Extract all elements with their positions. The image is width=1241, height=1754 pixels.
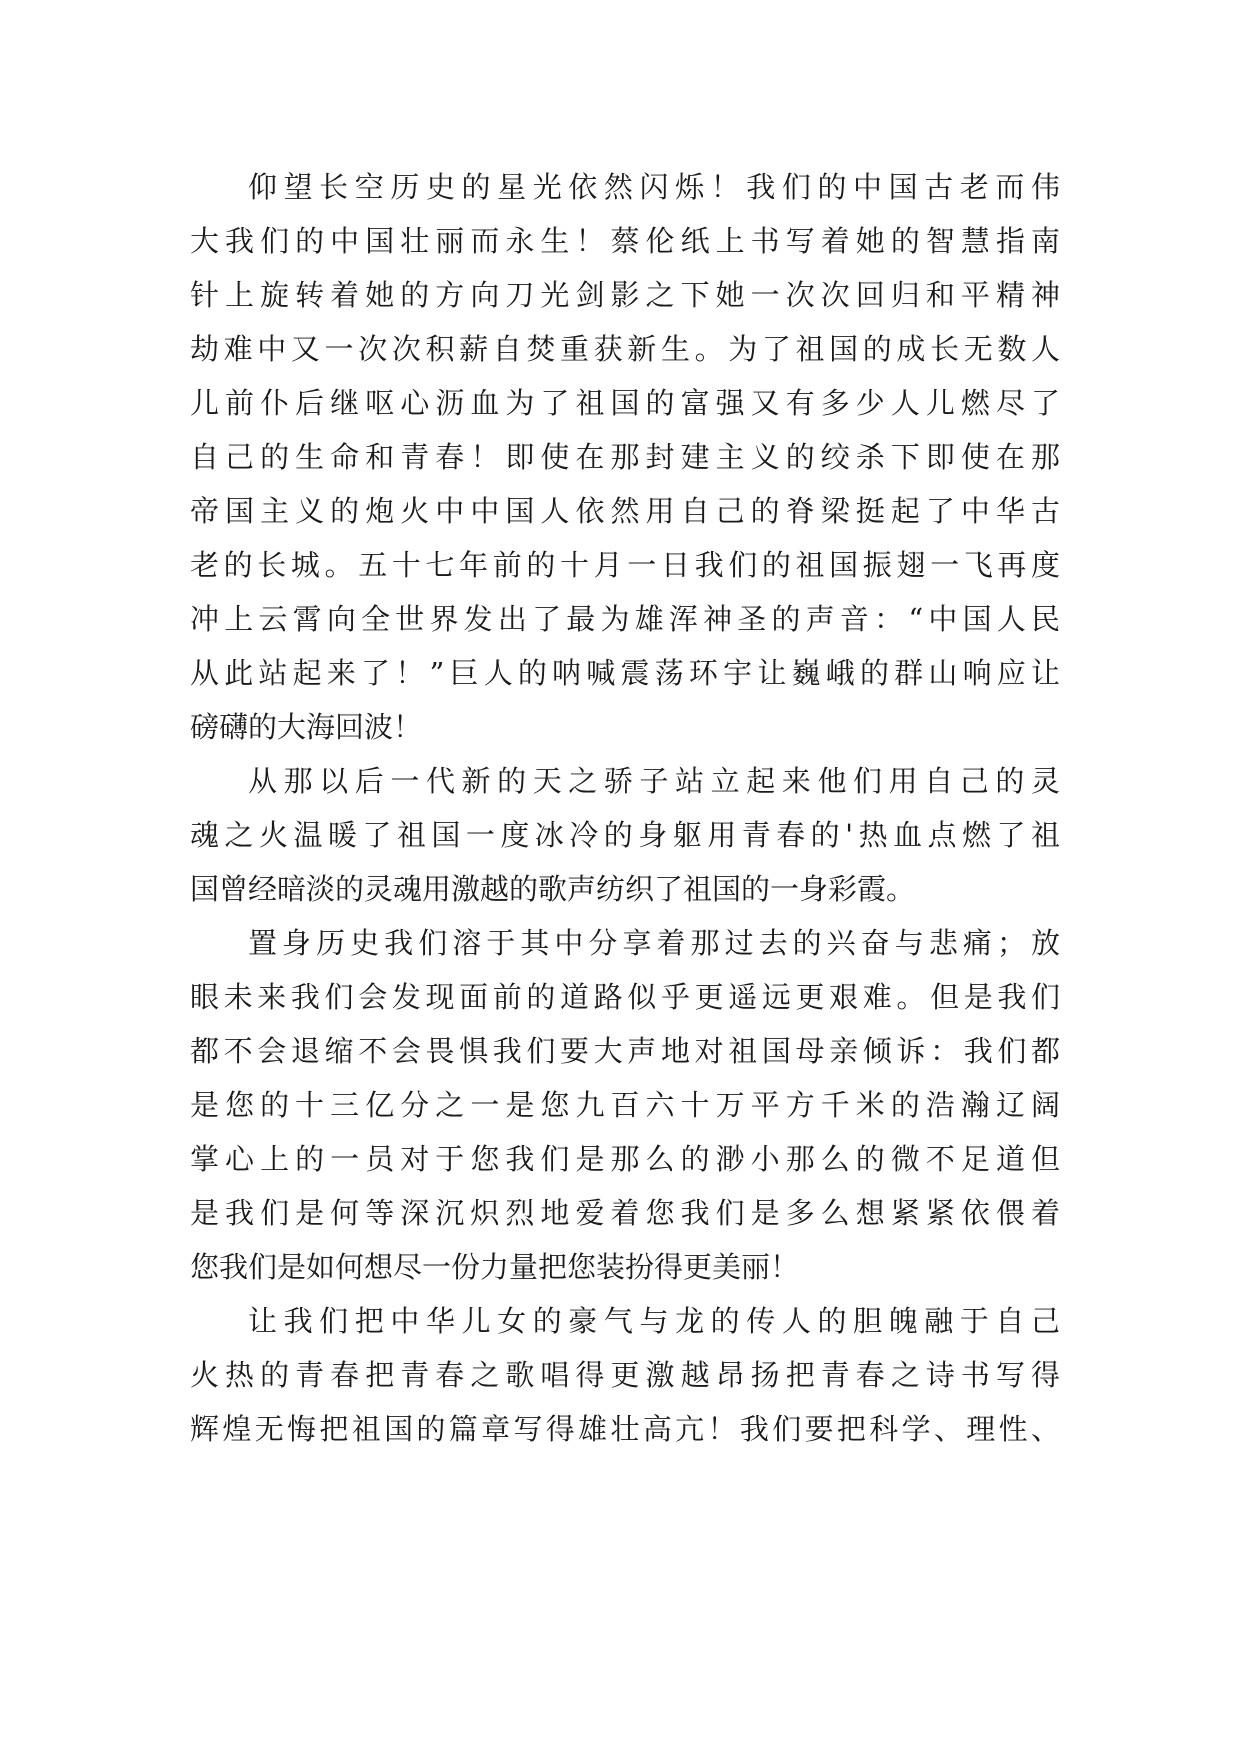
paragraph [190, 754, 1060, 916]
text-line: 冲上云霄向全世界发出了最为雄浑神圣的声音：“中国人民 [190, 602, 1060, 636]
text-line: 大我们的中国壮丽而永生！蔡伦纸上书写着她的智慧指南 [190, 224, 1060, 258]
text-line: 帝国主义的炮火中中国人依然用自己的脊梁挺起了中华古 [190, 494, 1060, 528]
text-line: 您我们是如何想尽一份力量把您装扮得更美丽！ [190, 1250, 800, 1284]
text-line: 是我们是何等深沉炽烈地爱着您我们是多么想紧紧依偎着 [190, 1196, 1060, 1230]
text-line: 辉煌无悔把祖国的篇章写得雄壮高亢！我们要把科学、理性、 [190, 1412, 1060, 1446]
text-line: 置身历史我们溶于其中分享着那过去的兴奋与悲痛；放 [248, 926, 1060, 960]
text-line: 掌心上的一员对于您我们是那么的渺小那么的微不足道但 [190, 1142, 1060, 1176]
text-line: 劫难中又一次次积薪自焚重获新生。为了祖国的成长无数人 [190, 332, 1060, 366]
text-line: 磅礴的大海回波！ [190, 710, 423, 744]
text-line: 国曾经暗淡的灵魂用激越的歌声纺织了祖国的一身彩霞。 [190, 872, 916, 906]
text-line: 是您的十三亿分之一是您九百六十万平方千米的浩瀚辽阔 [190, 1088, 1060, 1122]
text-line: 老的长城。五十七年前的十月一日我们的祖国振翅一飞再度 [190, 548, 1060, 582]
document-page [190, 160, 1060, 1456]
text-line: 都不会退缩不会畏惧我们要大声地对祖国母亲倾诉：我们都 [190, 1034, 1060, 1068]
paragraph [190, 916, 1060, 1294]
text-line: 火热的青春把青春之歌唱得更激越昂扬把青春之诗书写得 [190, 1358, 1060, 1392]
text-line: 从此站起来了！”巨人的呐喊震荡环宇让巍峨的群山响应让 [190, 656, 1060, 690]
text-line: 自己的生命和青春！即使在那封建主义的绞杀下即使在那 [190, 440, 1060, 474]
text-line: 仰望长空历史的星光依然闪烁！我们的中国古老而伟 [248, 170, 1060, 204]
text-line: 针上旋转着她的方向刀光剑影之下她一次次回归和平精神 [190, 278, 1060, 312]
text-line: 儿前仆后继呕心沥血为了祖国的富强又有多少人儿燃尽了 [190, 386, 1060, 420]
paragraph [190, 160, 1060, 754]
text-line: 让我们把中华儿女的豪气与龙的传人的胆魄融于自己 [248, 1304, 1060, 1338]
paragraph [190, 1294, 1060, 1456]
text-line: 魂之火温暖了祖国一度冰冷的身躯用青春的'热血点燃了祖 [190, 818, 1060, 852]
text-line: 从那以后一代新的天之骄子站立起来他们用自己的灵 [248, 764, 1060, 798]
text-line: 眼未来我们会发现面前的道路似乎更遥远更艰难。但是我们 [190, 980, 1060, 1014]
